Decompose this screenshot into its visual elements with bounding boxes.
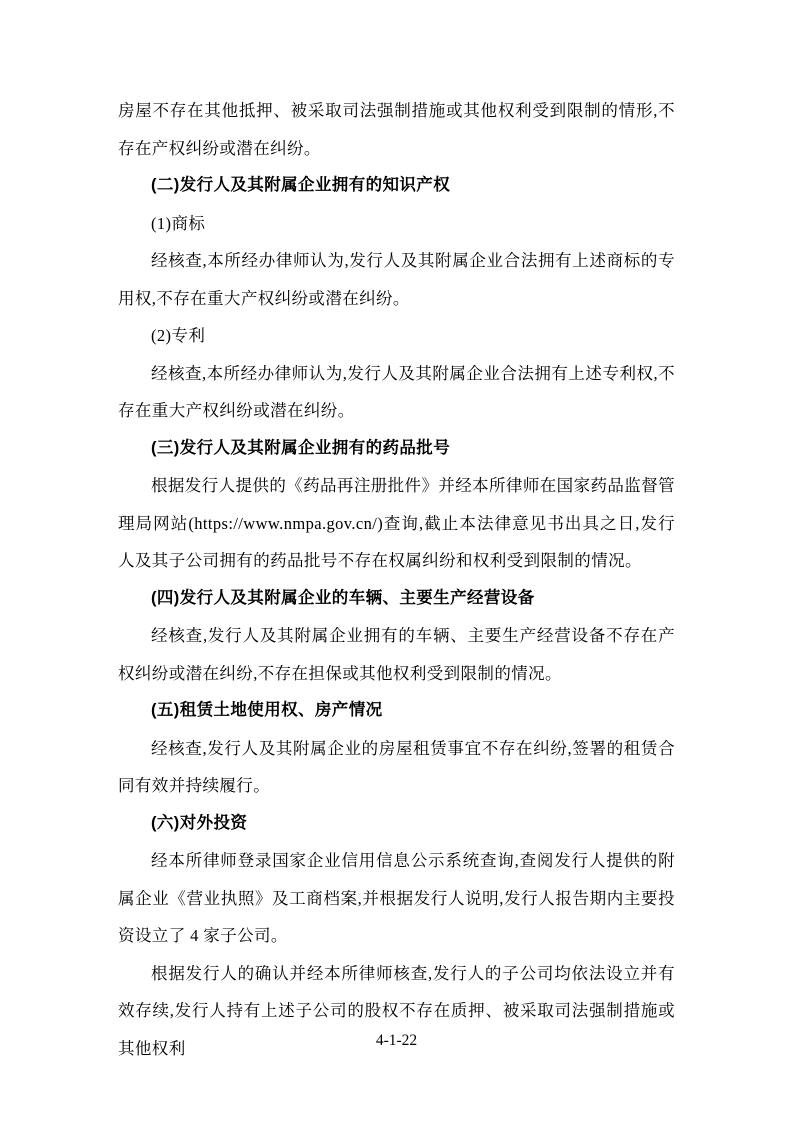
page-number: 4-1-22	[375, 1032, 418, 1049]
paragraph: 经核查,本所经办律师认为,发行人及其附属企业合法拥有上述专利权,不存在重大产权纠纷或潜在纠纷。	[118, 363, 675, 420]
sub-heading: (2)专利	[151, 326, 206, 345]
document-body	[118, 92, 675, 1067]
paragraph: 经核查,发行人及其附属企业拥有的车辆、主要生产经营设备不存在产权纠纷或潜在纠纷,不存在担保或其他权利受到限制的情况。	[118, 626, 675, 683]
sub-heading: (1)商标	[151, 213, 206, 233]
section-heading: (六)对外投资	[151, 813, 248, 832]
section-heading: (五)租赁土地使用权、房产情况	[151, 701, 383, 719]
paragraph: 经本所律师登录国家企业信用信息公示系统查询,查阅发行人提供的附属企业《营业执照》及工商档案,并根据发行人说明,发行人报告期内主要投资设立了 4 家子公司。	[118, 851, 675, 945]
section-heading: (三)发行人及其附属企业拥有的药品批号	[151, 438, 451, 457]
paragraph: 房屋不存在其他抵押、被采取司法强制措施或其他权利受到限制的情形,不存在产权纠纷或潜在纠纷。	[118, 101, 675, 158]
section-heading: (四)发行人及其附属企业的车辆、主要生产经营设备	[151, 588, 535, 607]
section-heading: (二)发行人及其附属企业拥有的知识产权	[151, 176, 451, 194]
paragraph: 经核查,本所经办律师认为,发行人及其附属企业合法拥有上述商标的专用权,不存在重大产权纠纷或潜在纠纷。	[118, 251, 675, 308]
paragraph: 经核查,发行人及其附属企业的房屋租赁事宜不存在纠纷,签署的租赁合同有效并持续履行。	[118, 738, 675, 795]
paragraph: 根据发行人的确认并经本所律师核查,发行人的子公司均依法设立并有效存续,发行人持有上述子公司的股权不存在质押、被采取司法强制措施或其他权利	[118, 963, 675, 1058]
paragraph: 根据发行人提供的《药品再注册批件》并经本所律师在国家药品监督管理局网站(https://www.nmpa.gov.cn/)查询,截止本法律意见书出具之日,发行人及其子公司拥有的药品批号不存在权属纠纷和权利受到限制的情况。	[118, 476, 675, 570]
